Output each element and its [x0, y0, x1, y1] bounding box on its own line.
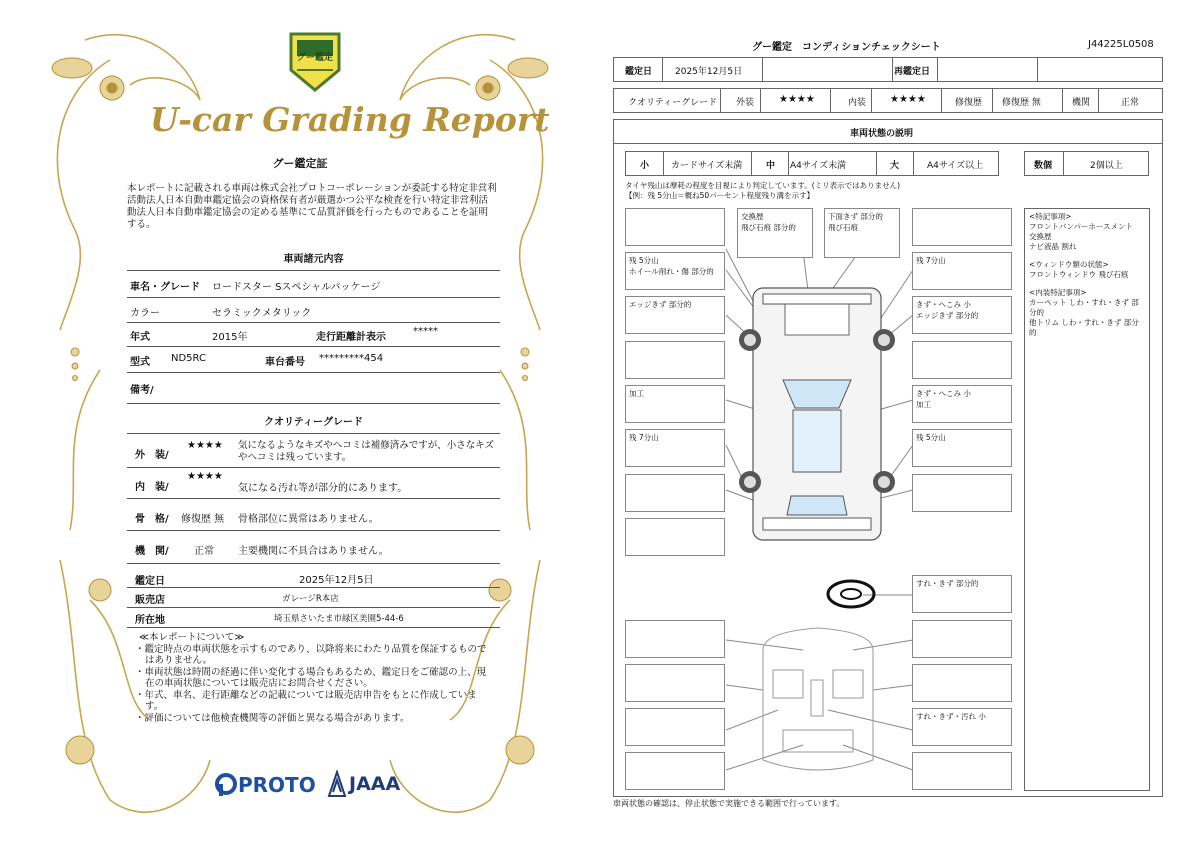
model-value: ND5RC	[171, 353, 206, 364]
color-label: カラー	[130, 308, 160, 319]
jaaa-logo-icon	[327, 770, 347, 798]
damage-box-l7	[625, 474, 725, 512]
damage-box-l2: 残 5分山 ホイール削れ・傷 部分的	[625, 252, 725, 290]
interior-item: カーペット しわ・すれ・きず 部分的	[1029, 298, 1139, 317]
sheet-title: グー鑑定 コンディションチェックシート	[752, 42, 941, 53]
badge-label: グー鑑定	[296, 53, 333, 63]
interior-item: 他トリム しわ・すれ・きず 部分的	[1029, 318, 1139, 337]
engine-description: 主要機関に不具合はありません。	[238, 546, 389, 557]
int-label: 内装	[848, 98, 867, 108]
report-script-title: U-car Grading Report	[150, 100, 550, 139]
divider	[127, 530, 500, 531]
divider	[127, 627, 500, 628]
quality-heading: クオリティーグレード	[264, 417, 363, 428]
interior-label: 内 装/	[135, 482, 169, 493]
ext-stars: ★★★★	[779, 94, 815, 105]
special-item: ナビ液晶 割れ	[1029, 242, 1077, 251]
certificate-statement: 本レポートに記載される車両は株式会社プロトコーポレーションが委託する特定非営利活動法人日本自動車鑑定協会の資格保有者が厳選かつ公平な検査を行い特定非営利活動法人日本自動車鑑定協会の定める基準にて品質評価を行ったものであることを証明する。	[127, 183, 497, 230]
engine-label: 機関	[1072, 98, 1091, 108]
year-value: 2015年	[212, 332, 248, 343]
divider	[127, 322, 500, 323]
document-id: J44225L0508	[1088, 39, 1154, 50]
sheet-date-label: 鑑定日	[625, 67, 653, 77]
damage-box-r3: きず・へこみ 小 エッジきず 部分的	[912, 296, 1012, 334]
divider	[127, 433, 500, 434]
exterior-stars: ★★★★	[187, 440, 223, 451]
count-label: 数個	[1034, 161, 1053, 171]
special-item: フロントバンパーホースメント	[1029, 222, 1133, 231]
window-heading: <ウィンドウ類の状態>	[1029, 260, 1109, 269]
car-name-value: ロードスター Sスペシャルパッケージ	[212, 282, 381, 293]
note-item: ・鑑定時点の車両状態を示すものであり、以降将来にわたり品質を保証するものではありません。	[135, 643, 487, 666]
damage-box-r11: すれ・きず・汚れ 小	[912, 708, 1012, 746]
tire-note: タイヤ残山は摩耗の程度を目視により判定しています。(ミリ表示ではありません)	[625, 181, 901, 190]
size-large-desc: A4サイズ以上	[927, 161, 984, 171]
divider	[127, 607, 500, 608]
damage-box-steering: すれ・きず 部分的	[912, 575, 1012, 613]
damage-box-l3: エッジきず 部分的	[625, 296, 725, 334]
model-label: 型式	[130, 357, 150, 368]
damage-box-r6: 残 5分山	[912, 429, 1012, 467]
grade-label: クオリティーグレード	[628, 98, 718, 108]
damage-box-r10	[912, 664, 1012, 702]
chassis-value: *********454	[319, 353, 384, 364]
recheck-date-label: 再鑑定日	[894, 67, 931, 77]
special-notes-panel	[1024, 208, 1150, 791]
repair-value: 修復歴 無	[1002, 98, 1041, 108]
ext-label: 外装	[736, 98, 755, 108]
damage-box-l12	[625, 752, 725, 790]
interior-description: 気になる汚れ等が部分的にあります。	[238, 483, 408, 494]
date-label: 鑑定日	[135, 576, 165, 587]
special-heading: <特記事項>	[1029, 212, 1072, 221]
damage-box-r9	[912, 620, 1012, 658]
size-mid-desc: A4サイズ未満	[790, 161, 847, 171]
int-stars: ★★★★	[890, 94, 926, 105]
report-notes	[135, 632, 495, 724]
odometer-label: 走行距離計表示	[316, 332, 386, 343]
divider	[127, 346, 500, 347]
size-mid: 中	[766, 161, 776, 171]
divider	[127, 498, 500, 499]
interior-heading: <内装特記事項>	[1029, 288, 1087, 297]
frame-description: 骨格部位に異常はありません。	[238, 514, 379, 525]
damage-box-l6: 残 7分山	[625, 429, 725, 467]
divider	[127, 467, 500, 468]
year-label: 年式	[130, 332, 150, 343]
count-desc: 2個以上	[1090, 161, 1123, 171]
damage-box-r2: 残 7分山	[912, 252, 1012, 290]
sheet-date-value: 2025年12月5日	[675, 67, 743, 77]
repair-label: 修復歴	[955, 98, 983, 108]
special-item: 交換歴	[1029, 232, 1052, 241]
description-heading: 車両状態の説明	[850, 129, 914, 139]
divider	[127, 403, 500, 404]
divider	[127, 270, 500, 271]
divider	[127, 563, 500, 564]
damage-box-r7	[912, 474, 1012, 512]
exterior-description: 気になるようなキズやヘコミは補修済みですが、小さなキズやヘコミは残っています。	[238, 440, 495, 463]
interior-stars: ★★★★	[187, 471, 223, 482]
sheet-footer: 車両状態の確認は、停止状態で実施できる範囲で行っています。	[613, 799, 845, 808]
damage-box-top1: 交換歴 飛び石痕 部分的	[737, 208, 813, 258]
proto-logo-icon	[215, 772, 237, 798]
damage-box-top2: 下面きず 部分的 飛び石痕	[824, 208, 900, 258]
engine-value: 正常	[194, 546, 214, 557]
divider	[127, 297, 500, 298]
divider	[127, 372, 500, 373]
size-small-desc: カードサイズ未満	[671, 161, 743, 171]
damage-box-r5: きず・へこみ 小 加工	[912, 385, 1012, 423]
damage-box-l8	[625, 518, 725, 556]
address-label: 所在地	[135, 615, 165, 626]
damage-box-l5: 加工	[625, 385, 725, 423]
damage-box-l1	[625, 208, 725, 246]
damage-box-r12	[912, 752, 1012, 790]
size-small: 小	[640, 161, 650, 171]
date-value: 2025年12月5日	[299, 575, 374, 586]
divider	[127, 587, 500, 588]
frame-value: 修復歴 無	[181, 514, 225, 525]
chassis-label: 車台番号	[265, 357, 305, 368]
frame-label: 骨 格/	[135, 514, 169, 525]
size-large: 大	[890, 161, 900, 171]
address-value: 埼玉県さいたま市緑区美園5-44-6	[274, 614, 404, 624]
exterior-label: 外 装/	[135, 450, 169, 461]
damage-box-r4	[912, 341, 1012, 379]
dealer-label: 販売店	[135, 595, 165, 606]
proto-logo-text: PROTO	[238, 773, 316, 797]
odometer-value: *****	[413, 326, 438, 337]
spec-heading: 車両諸元内容	[283, 254, 344, 265]
note-item: ・車両状態は時間の経過に伴い変化する場合もあるため、鑑定日をご確認の上、現在の車両状態については販売店にお問合せください。	[135, 666, 487, 689]
engine-label: 機 関/	[135, 546, 169, 557]
note-item: ・評価については他検査機関等の評価と異なる場合があります。	[135, 712, 410, 724]
damage-box-l11	[625, 708, 725, 746]
color-value: セラミックメタリック	[212, 308, 312, 319]
damage-box-l9	[625, 620, 725, 658]
damage-box-r1	[912, 208, 1012, 246]
notes-heading: ≪本レポートについて≫	[139, 632, 245, 643]
note-item: ・年式、車名、走行距離などの記載については販売店申告をもとに作成しています。	[135, 689, 477, 712]
tire-example: 【例：残 5分山＝概ね50パーセント程度残り溝を示す】	[625, 191, 815, 200]
jaaa-logo-text: JAAA	[349, 773, 401, 795]
window-item: フロントウィンドウ 飛び石痕	[1029, 270, 1129, 279]
damage-box-l10	[625, 664, 725, 702]
car-name-label: 車名・グレード	[130, 282, 200, 293]
engine-value: 正常	[1121, 98, 1140, 108]
remarks-label: 備考/	[130, 385, 154, 396]
certificate-title: グー鑑定証	[272, 157, 328, 170]
damage-box-l4	[625, 341, 725, 379]
dealer-value: ガレージR本店	[282, 594, 339, 604]
